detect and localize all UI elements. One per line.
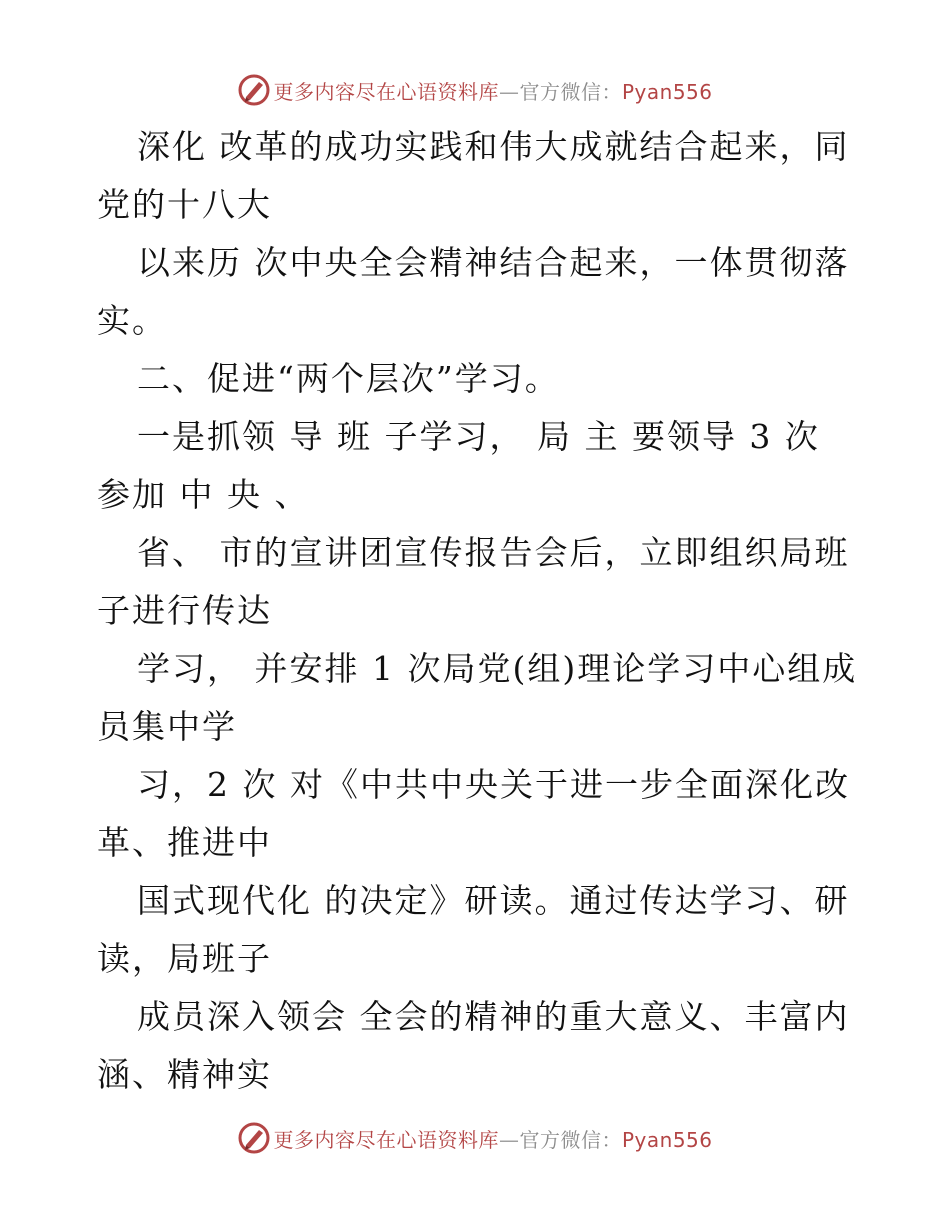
footer-watermark-banner [0,1118,950,1158]
body-line: 子进行传达 [97,591,272,630]
body-line: 国式现代化 的决定》研读。通过传达学习、研 [137,881,850,920]
banner-brand: 更多内容尽在心语资料库 [273,1127,499,1152]
banner-text [273,1124,712,1153]
body-line: 习，2 次 对《中共中央关于进一步全面深化改 [137,765,850,804]
body-line: 读，局班子 [97,939,272,978]
body-line: 参加 中 央 、 [97,475,310,514]
body-line: 党的十八大 [97,185,272,224]
banner-wechat-label: 官方微信： [519,1127,622,1152]
banner-wechat-label: 官方微信： [519,79,622,104]
banner-separator: — [498,1127,520,1152]
body-line: 涵、精神实 [97,1055,272,1094]
body-line: 革、推进中 [97,823,272,862]
body-line: 学习， 并安排 1 次局党(组)理论学习中心组成 [137,649,858,688]
section-heading: 二、促进“两个层次”学习。 [137,359,560,398]
body-line: 员集中学 [97,707,237,746]
banner-brand: 更多内容尽在心语资料库 [273,79,499,104]
body-line: 省、 市的宣讲团宣传报告会后，立即组织局班 [137,533,850,572]
banner-wechat-id: Pyan556 [621,79,713,104]
body-line: 一是抓领 导 班 子学习， 局 主 要领导 3 次 [137,417,820,456]
body-line: 成员深入领会 全会的精神的重大意义、丰富内 [137,997,850,1036]
banner-separator: — [498,79,520,104]
pen-circle-icon [237,1121,271,1155]
banner-wechat-id: Pyan556 [621,1127,713,1152]
body-line: 以来历 次中央全会精神结合起来，一体贯彻落 [137,243,850,282]
body-line: 实。 [97,301,167,340]
body-line: 深化 改革的成功实践和伟大成就结合起来，同 [137,127,850,166]
